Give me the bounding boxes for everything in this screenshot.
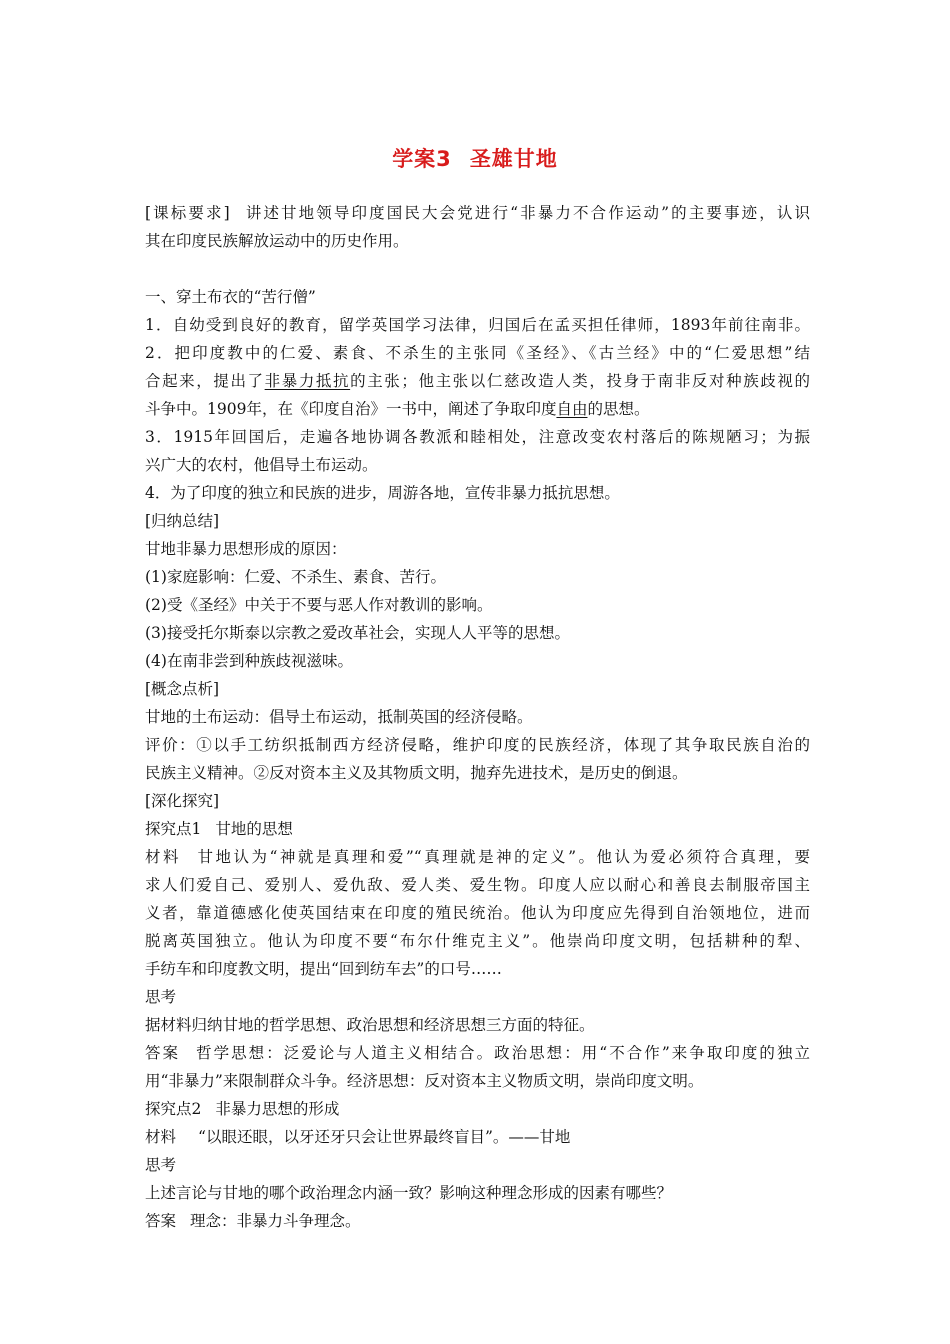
paragraph-line: 手纺车和印度教文明，提出“回到纺车去”的口号…… — [145, 960, 502, 978]
list-item: (3)接受托尔斯泰以宗教之爱改革社会，实现人人平等的思想。 — [145, 624, 570, 642]
title-lesson-number: 学案3 — [392, 147, 452, 171]
paragraph-line: 兴广大的农村，他倡导土布运动。 — [145, 456, 378, 474]
paragraph-line: 义者，靠道德感化使英国结束在印度的殖民统治。他认为印度应先得到自治领地位，进而 — [145, 904, 810, 922]
paragraph-line: 其在印度民族解放运动中的历史作用。 — [145, 232, 409, 250]
list-item: 3．1915年回国后，走遍各地协调各教派和睦相处，注意改变农村落后的陈规陋习；为振 — [145, 428, 810, 446]
spacer — [145, 255, 810, 283]
list-item: 1．自幼受到良好的教育，留学英国学习法律，归国后在孟买担任律师，1893年前往南非。 — [145, 316, 810, 334]
title-topic: 圣雄甘地 — [469, 147, 558, 171]
document-body — [145, 199, 810, 1235]
paragraph-line: 求人们爱自己、爱别人、爱仇敌、爱人类、爱生物。印度人应以耐心和善良去制服帝国主 — [145, 876, 810, 894]
underlined-term: 非暴力抵抗 — [264, 372, 351, 390]
paragraph-line: 甘地非暴力思想形成的原因： — [145, 540, 347, 558]
question-label: 思考 — [145, 988, 177, 1006]
list-item: (2)受《圣经》中关于不要与恶人作对教训的影响。 — [145, 596, 493, 614]
material-paragraph: 材料 “以眼还眼，以牙还牙只会让世界最终盲目”。——甘地 — [145, 1128, 571, 1146]
list-item: 4．为了印度的独立和民族的进步，周游各地，宣传非暴力抵抗思想。 — [145, 484, 620, 502]
question-text: 上述言论与甘地的哪个政治理念内涵一致？影响这种理念形成的因素有哪些？ — [145, 1184, 673, 1202]
paragraph-line: 斗争中。1909年，在《印度自治》一书中，阐述了争取印度自由的思想。 — [145, 400, 650, 418]
section-label: [概念点析] — [145, 680, 220, 698]
paragraph-line: 合起来，提出了非暴力抵抗的主张；他主张以仁慈改造人类，投身于南非反对种族歧视的 — [145, 372, 810, 390]
underlined-term: 自由 — [556, 400, 588, 418]
section-heading: 一、穿土布衣的“苦行僧” — [145, 288, 316, 306]
section-label: [深化探究] — [145, 792, 220, 810]
curriculum-requirement: [课标要求] 讲述甘地领导印度国民大会党进行“非暴力不合作运动”的主要事迹，认识 — [145, 204, 810, 222]
question-text: 据材料归纳甘地的哲学思想、政治思想和经济思想三方面的特征。 — [145, 1016, 595, 1034]
section-label: [归纳总结] — [145, 512, 220, 530]
paragraph-line: 评价：①以手工纺织抵制西方经济侵略，维护印度的民族经济，体现了其争取民族自治的 — [145, 736, 810, 754]
list-item: (4)在南非尝到种族歧视滋味。 — [145, 652, 353, 670]
paragraph-line: 民族主义精神。②反对资本主义及其物质文明，抛弃先进技术，是历史的倒退。 — [145, 764, 688, 782]
list-item: 2．把印度教中的仁爱、素食、不杀生的主张同《圣经》、《古兰经》中的“仁爱思想”结 — [145, 344, 810, 362]
paragraph-line: 脱离英国独立。他认为印度不要“布尔什维克主义”。他崇尚印度文明，包括耕种的犁、 — [145, 932, 810, 950]
page-title — [0, 143, 950, 173]
paragraph-line: 甘地的土布运动：倡导土布运动，抵制英国的经济侵略。 — [145, 708, 533, 726]
paragraph-line: 用“非暴力”来限制群众斗争。经济思想：反对资本主义物质文明，崇尚印度文明。 — [145, 1072, 704, 1090]
inquiry-heading: 探究点1 甘地的思想 — [145, 820, 293, 838]
answer-paragraph: 答案 哲学思想：泛爱论与人道主义相结合。政治思想：用“不合作”来争取印度的独立 — [145, 1044, 810, 1062]
list-item: (1)家庭影响：仁爱、不杀生、素食、苦行。 — [145, 568, 446, 586]
inquiry-heading: 探究点2 非暴力思想的形成 — [145, 1100, 340, 1118]
answer-paragraph: 答案 理念：非暴力斗争理念。 — [145, 1212, 361, 1230]
question-label: 思考 — [145, 1156, 177, 1174]
material-paragraph: 材料 甘地认为“神就是真理和爱”“真理就是神的定义”。他认为爱必须符合真理，要 — [145, 848, 810, 866]
